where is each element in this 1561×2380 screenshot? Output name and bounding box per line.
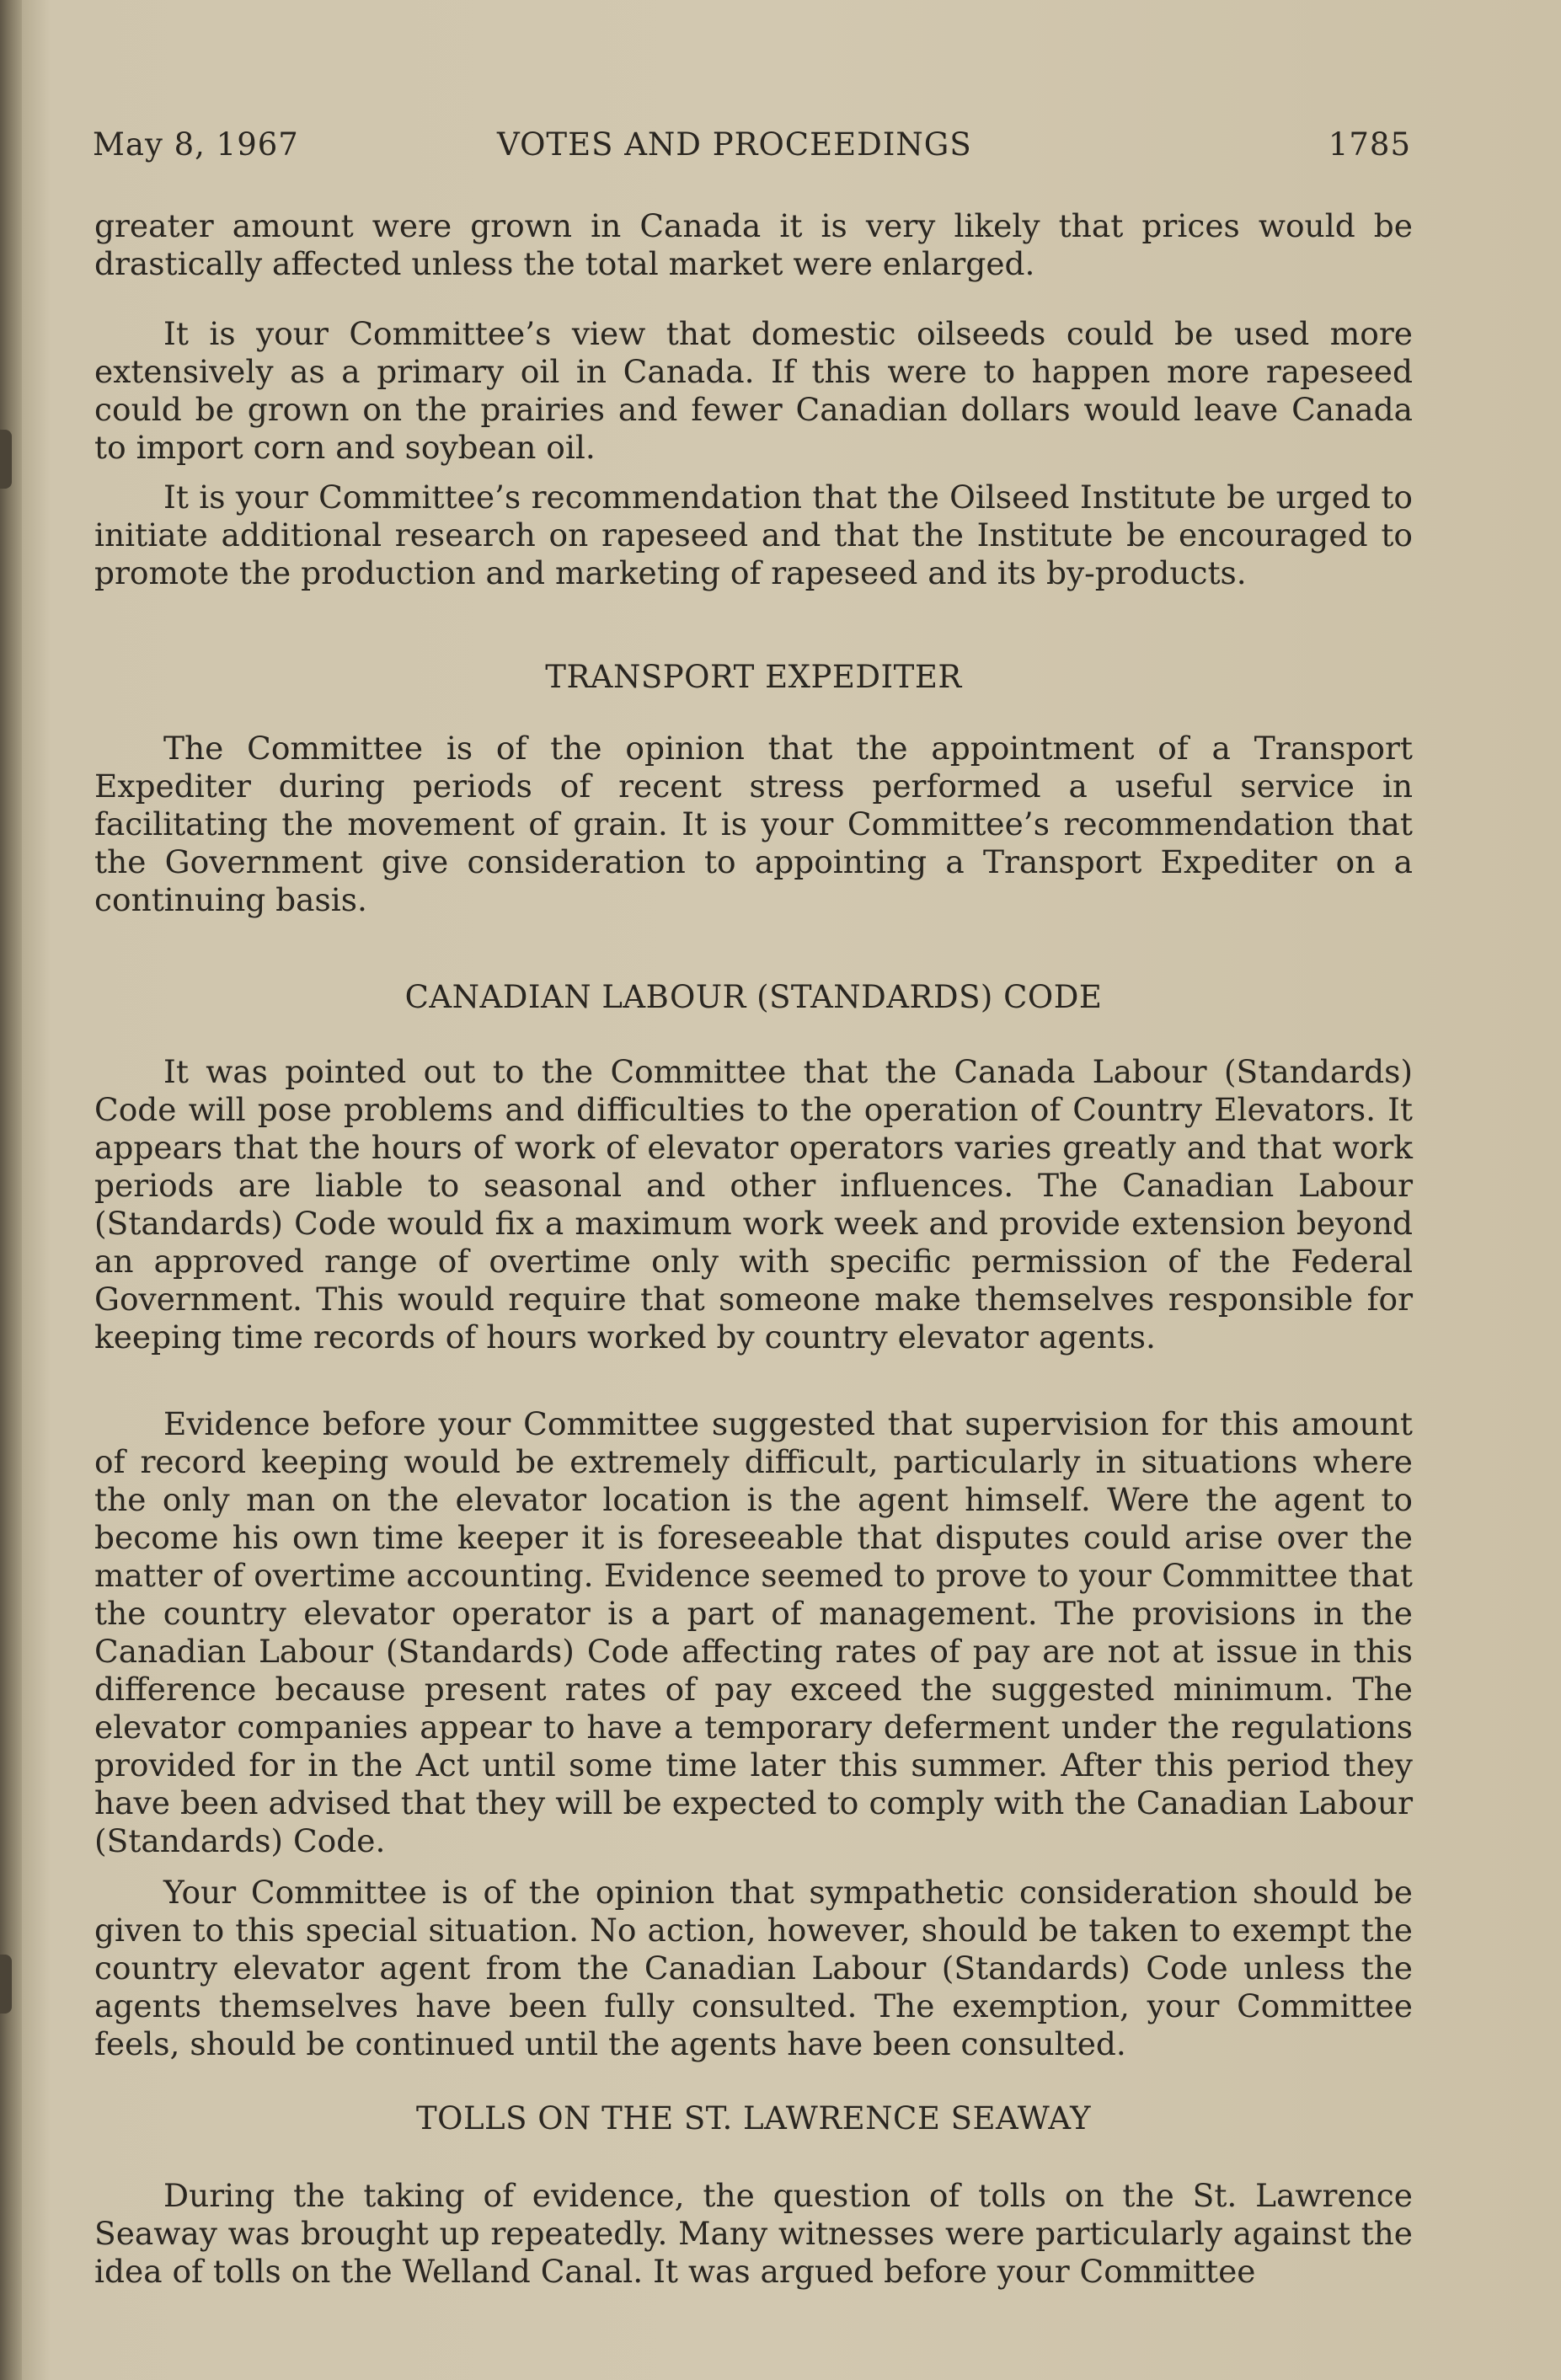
page-number: 1785: [1328, 126, 1411, 163]
binding-mark-top: [0, 430, 12, 489]
paragraph-seaway-tolls: During the taking of evidence, the question of tolls on the St. Lawrence Seaway was brought up repeatedly. Many witnesses were particularly against the idea of tolls on the Welland Canal. It was argued before your Committee: [94, 2177, 1413, 2290]
paragraph-continuation: greater amount were grown in Canada it is very likely that prices would be drastically affected unless the total market were enlarged.: [94, 207, 1413, 282]
page-header: [93, 126, 1411, 177]
paragraph-committee-opinion: Your Committee is of the opinion that sympathetic consideration should be given to this special situation. No action, however, should be taken to exempt the country elevator agent from the Canadian Labour (Standards) Code unless the agents themselves have been fully consulted. The exemption, your Committee feels, should be continued until the agents have been consulted.: [94, 1874, 1413, 2062]
binding-mark-bottom: [0, 1955, 12, 2014]
header-date: May 8, 1967: [93, 126, 299, 163]
header-title: VOTES AND PROCEEDINGS: [497, 126, 972, 163]
paragraph-oilseed-institute: It is your Committee’s recommendation that the Oilseed Institute be urged to initiate additional research on rapeseed and that the Institute be encouraged to promote the production and marketing of rapeseed and its by-products.: [94, 479, 1413, 591]
paragraph-transport-expediter: The Committee is of the opinion that the appointment of a Transport Expediter during periods of recent stress performed a useful service in facilitating the movement of grain. It is your Committee’s recommendation that the Government give consideration to appointing a Transport Expediter on a continuing basis.: [94, 730, 1413, 918]
heading-labour-code: CANADIAN LABOUR (STANDARDS) CODE: [404, 979, 1103, 1015]
paragraph-evidence: Evidence before your Committee suggested that supervision for this amount of record keeping would be extremely difficult, particularly in situations where the only man on the elevator location is the agent himself. Were the agent to become his own time keeper it is foreseeable that disputes could arise over the matter of overtime accounting. Evidence seemed to prove to your Committee that the country elevator operator is a part of management. The provisions in the Canadian Labour (Standards) Code affecting rates of pay are not at issue in this difference because present rates of pay exceed the suggested minimum. The elevator companies appear to have a temporary deferment under the regulations provided for in the Act until some time later this summer. After this period they have been advised that they will be expected to comply with the Canadian Labour (Standards) Code.: [94, 1405, 1413, 1859]
paragraph-oilseeds-view: It is your Committee’s view that domestic oilseeds could be used more extensively as a primary oil in Canada. If this were to happen more rapeseed could be grown on the prairies and fewer Canadian dollars would leave Canada to import corn and soybean oil.: [94, 315, 1413, 466]
book-spine: [0, 0, 22, 2380]
paragraph-labour-problems: It was pointed out to the Committee that the Canada Labour (Standards) Code will pose problems and difficulties to the operation of Country Elevators. It appears that the hours of work of elevator operators varies greatly and that work periods are liable to seasonal and other influences. The Canadian Labour (Standards) Code would fix a maximum work week and provide extension beyond an approved range of overtime only with specific permission of the Federal Government. This would require that someone make themselves responsible for keeping time records of hours worked by country elevator agents.: [94, 1053, 1413, 1356]
heading-seaway-tolls: TOLLS ON THE ST. LAWRENCE SEAWAY: [415, 2100, 1092, 2137]
heading-transport-expediter: TRANSPORT EXPEDITER: [545, 659, 962, 695]
